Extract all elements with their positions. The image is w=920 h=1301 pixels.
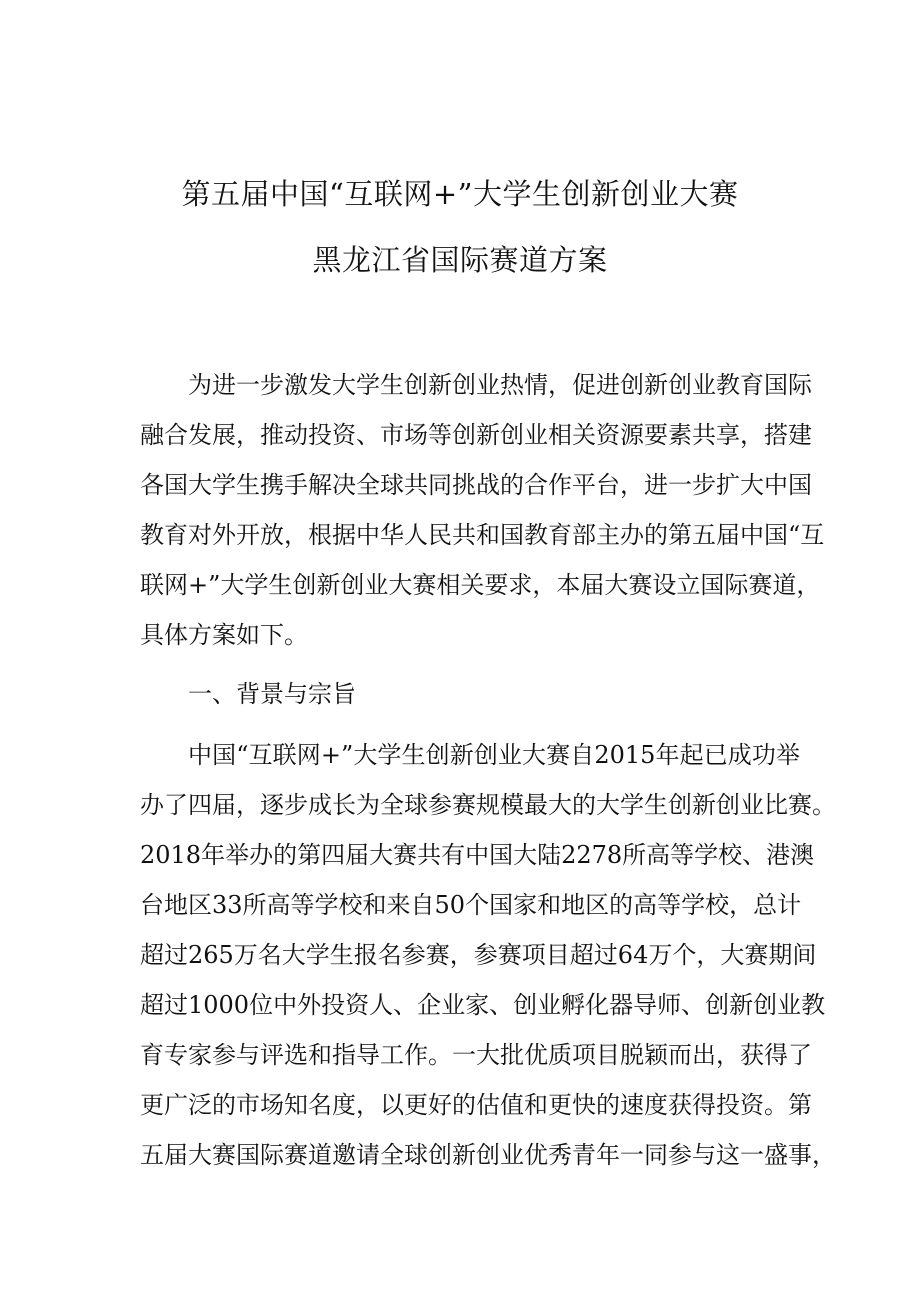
- section-line-9: 五届大赛国际赛道邀请全球创新创业优秀青年一同参与这一盛事，: [140, 1141, 836, 1169]
- intro-line-6: 具体方案如下。: [140, 621, 308, 649]
- section-line-5: 超过265万名大学生报名参赛，参赛项目超过64万个，大赛期间: [140, 941, 817, 969]
- section-line-4: 台地区33所高等学校和来自50个国家和地区的高等学校，总计: [140, 891, 802, 919]
- intro-line-2: 融合发展，推动投资、市场等创新创业相关资源要素共享，搭建: [140, 421, 812, 449]
- section-line-6: 超过1000位中外投资人、企业家、创业孵化器导师、创新创业教: [140, 991, 826, 1019]
- section-line-1: 中国“互联网+”大学生创新创业大赛自2015年起已成功举: [188, 741, 800, 769]
- intro-line-5: 联网+”大学生创新创业大赛相关要求，本届大赛设立国际赛道，: [140, 571, 821, 599]
- intro-line-4: 教育对外开放，根据中华人民共和国教育部主办的第五届中国“互: [140, 521, 825, 549]
- section-line-7: 育专家参与评选和指导工作。一大批优质项目脱颖而出，获得了: [140, 1041, 812, 1069]
- section-heading: 一、背景与宗旨: [188, 680, 356, 708]
- intro-line-1: 为进一步激发大学生创新创业热情，促进创新创业教育国际: [188, 371, 812, 399]
- document-title-line-2: 黑龙江省国际赛道方案: [312, 243, 608, 277]
- intro-line-3: 各国大学生携手解决全球共同挑战的合作平台，进一步扩大中国: [140, 471, 812, 499]
- document-title-line-1: 第五届中国“互联网+”大学生创新创业大赛: [181, 177, 739, 211]
- section-line-8: 更广泛的市场知名度，以更好的估值和更快的速度获得投资。第: [140, 1091, 812, 1119]
- section-line-2: 办了四届，逐步成长为全球参赛规模最大的大学生创新创业比赛。: [140, 791, 836, 819]
- section-line-3: 2018年举办的第四届大赛共有中国大陆2278所高等学校、港澳: [140, 841, 815, 869]
